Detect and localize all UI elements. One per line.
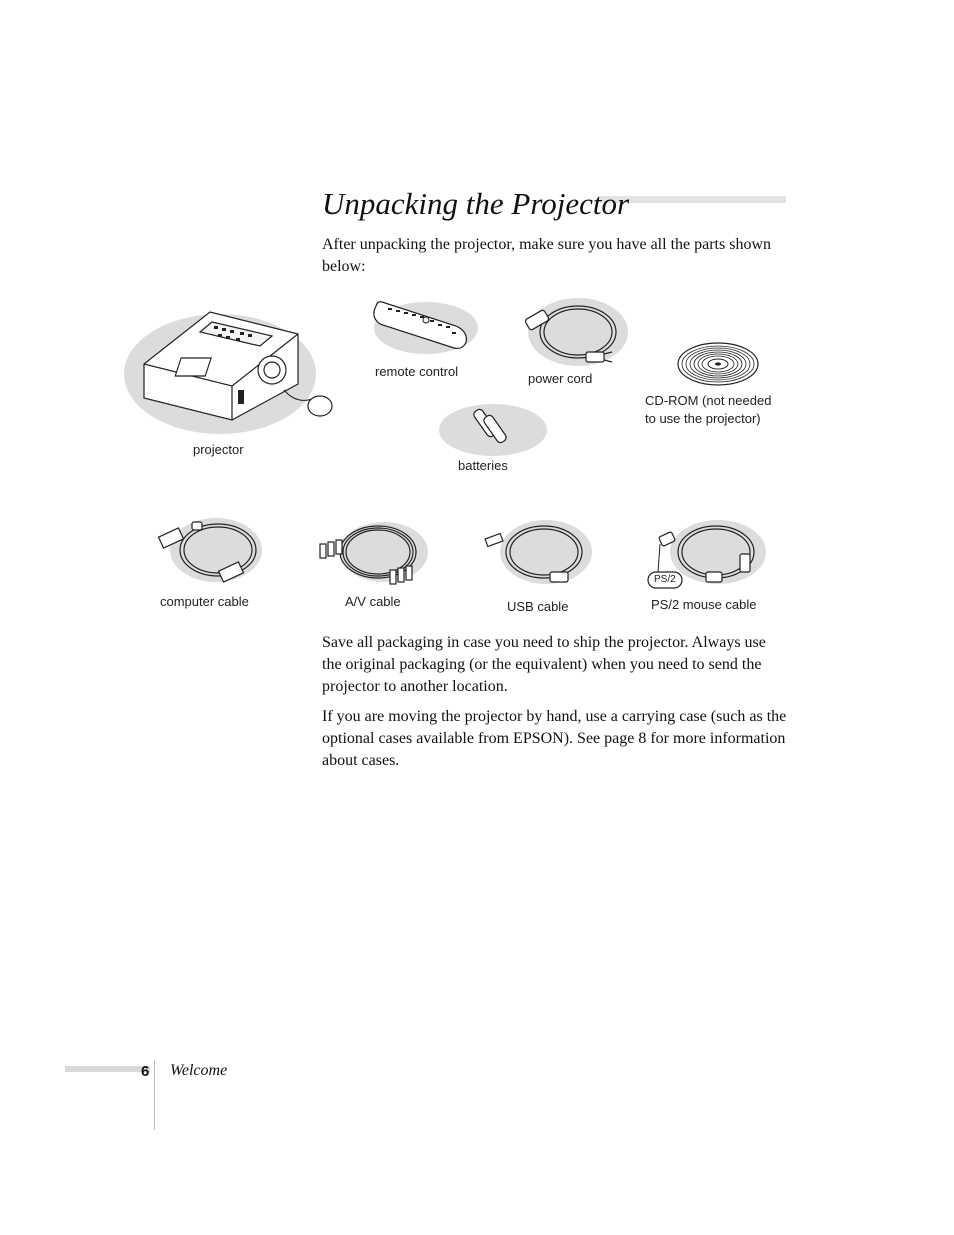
caption-cd-rom-line1: CD-ROM (not needed [645,393,772,408]
remote-control-illustration [368,296,480,358]
footer-rule [65,1066,150,1072]
usb-cable-illustration [484,514,594,588]
projector-illustration [122,306,338,438]
intro-paragraph: After unpacking the projector, make sure you have all the parts shown below: [322,236,771,275]
batteries-illustration [436,402,550,458]
caption-batteries: batteries [458,458,508,473]
cd-rom-illustration [676,340,760,388]
caption-av-cable: A/V cable [345,594,401,609]
caption-cd-rom-line2: to use the projector) [645,411,761,426]
footer-divider [154,1060,155,1130]
caption-usb-cable: USB cable [507,599,569,614]
carrying-case-paragraph: If you are moving the projector by hand, use a carrying case (such as the optional cases available from EPSON). See page 8 for more information about cases. [322,708,787,769]
packaging-paragraph: Save all packaging in case you need to ship the projector. Always use the original packaging (or the equivalent) when you need to send the projector to another location. [322,634,766,695]
page-number: 6 [141,1063,150,1080]
caption-computer-cable: computer cable [160,594,249,609]
caption-projector: projector [193,442,244,457]
ps2-tag: PS/2 [654,574,676,585]
section-name: Welcome [170,1062,228,1079]
caption-ps2-mouse-cable: PS/2 mouse cable [651,597,757,612]
computer-cable-illustration [158,514,264,584]
caption-power-cord: power cord [528,371,593,386]
page-title: Unpacking the Projector [322,186,630,221]
av-cable-illustration [318,514,430,586]
power-cord-illustration [518,294,630,370]
caption-remote-control: remote control [375,364,459,379]
